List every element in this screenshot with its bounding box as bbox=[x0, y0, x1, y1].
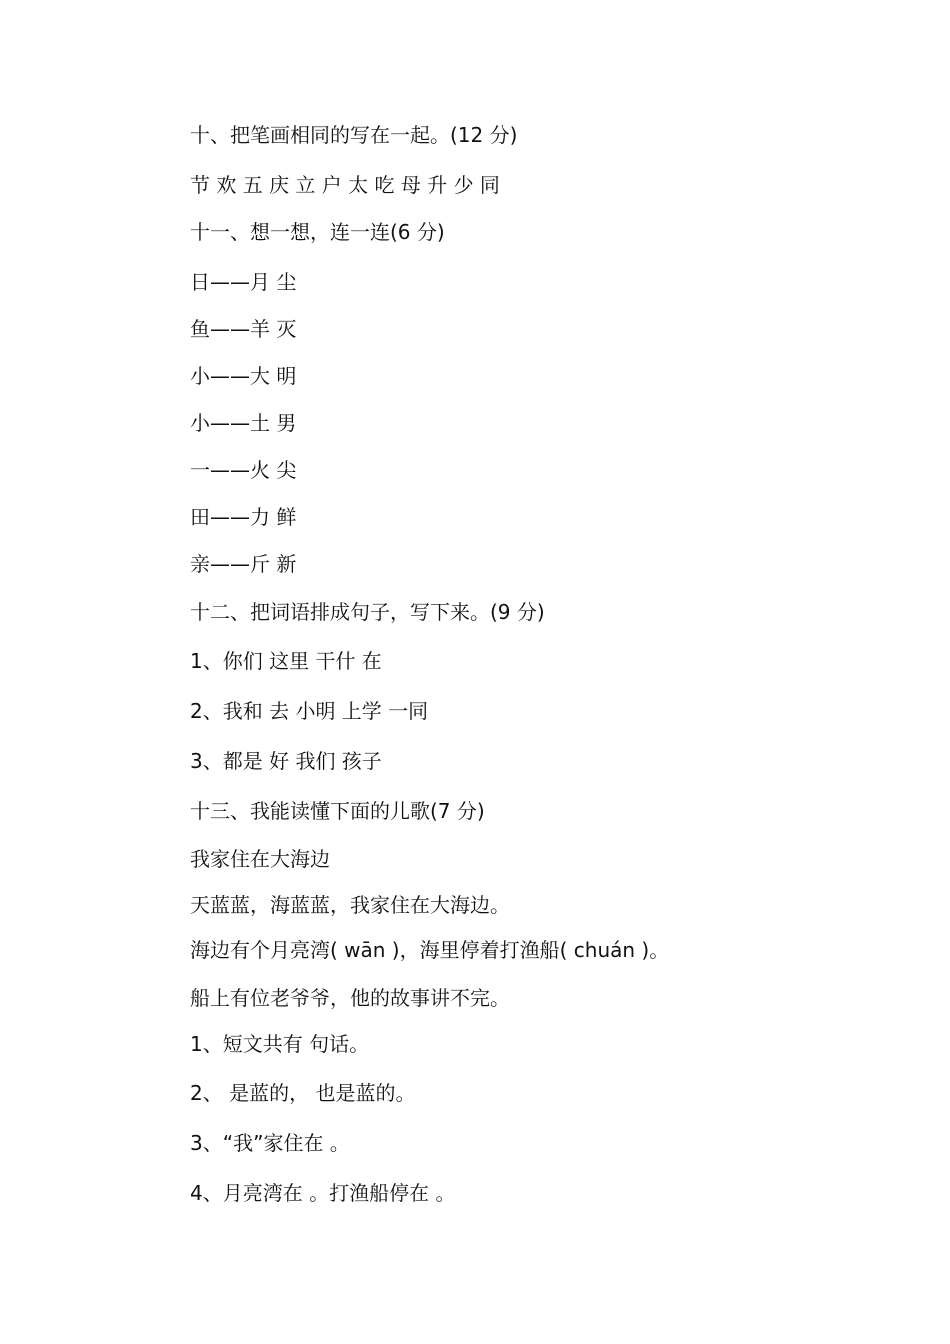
sentence-item: 1、你们 这里 干什 在 bbox=[190, 649, 382, 673]
matching-row: 日——月 尘 bbox=[190, 270, 297, 294]
sentence-item: 2、我和 去 小明 上学 一同 bbox=[190, 699, 429, 723]
matching-row: 小——土 男 bbox=[190, 411, 297, 435]
question-item: 1、短文共有 句话。 bbox=[190, 1032, 370, 1056]
section-11-heading: 十一、想一想，连一连(6 分) bbox=[190, 220, 445, 244]
section-10-heading: 十、把笔画相同的写在一起。(12 分) bbox=[190, 123, 518, 147]
poem-line: 天蓝蓝，海蓝蓝，我家住在大海边。 bbox=[190, 893, 510, 917]
poem-line: 海边有个月亮湾( wān )，海里停着打渔船( chuán )。 bbox=[190, 938, 670, 962]
poem-line: 船上有位老爷爷，他的故事讲不完。 bbox=[190, 986, 510, 1010]
matching-row: 小——大 明 bbox=[190, 364, 297, 388]
section-10-characters: 节 欢 五 庆 立 户 太 吃 母 升 少 同 bbox=[190, 173, 500, 197]
question-item: 3、“我”家住在 。 bbox=[190, 1131, 350, 1155]
matching-row: 鱼——羊 灭 bbox=[190, 317, 297, 341]
sentence-item: 3、都是 好 我们 孩子 bbox=[190, 749, 382, 773]
question-item: 2、 是蓝的， 也是蓝的。 bbox=[190, 1081, 416, 1105]
matching-row: 一——火 尖 bbox=[190, 458, 297, 482]
section-12-heading: 十二、把词语排成句子，写下来。(9 分) bbox=[190, 600, 545, 624]
poem-title: 我家住在大海边 bbox=[190, 847, 330, 871]
section-13-heading: 十三、我能读懂下面的儿歌(7 分) bbox=[190, 799, 485, 823]
matching-row: 亲——斤 新 bbox=[190, 552, 297, 576]
question-item: 4、月亮湾在 。打渔船停在 。 bbox=[190, 1181, 456, 1205]
matching-row: 田——力 鲜 bbox=[190, 505, 297, 529]
